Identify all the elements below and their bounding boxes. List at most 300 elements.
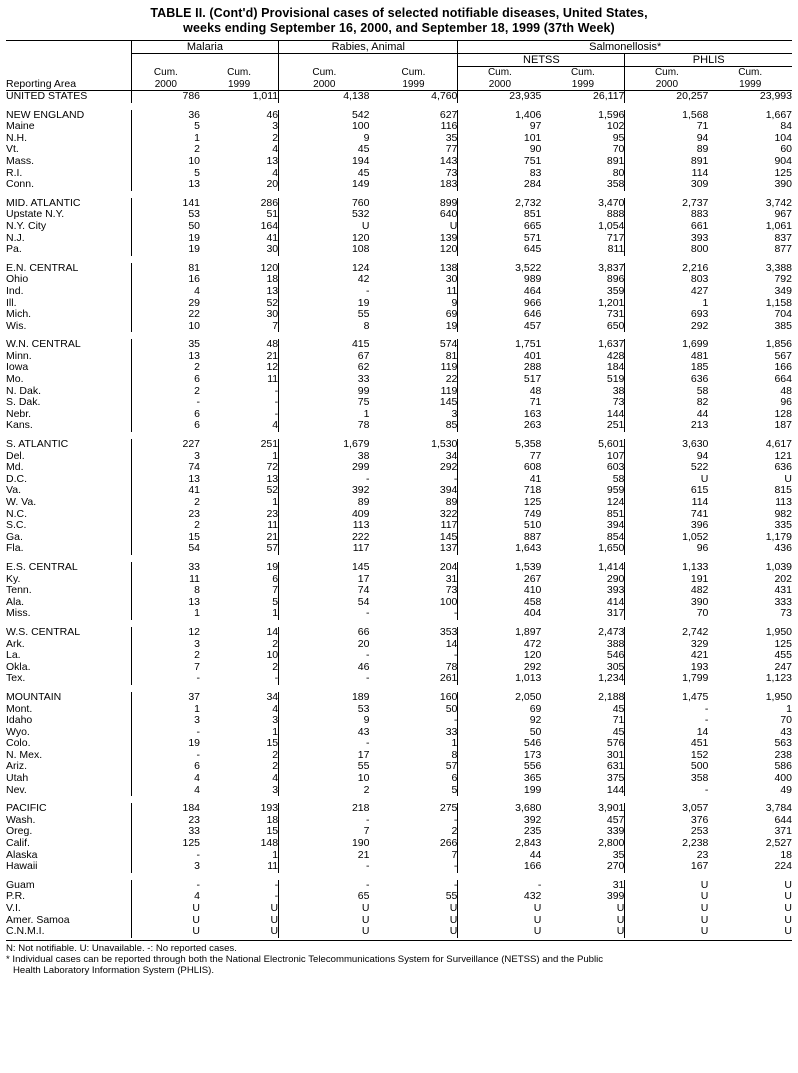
col-header-netss-2000-cum: Cum.: [458, 67, 542, 79]
data-cell: -: [453, 607, 458, 620]
data-cell: U: [625, 926, 709, 938]
data-cell: 75: [279, 397, 370, 409]
data-cell: 34: [445, 449, 458, 462]
reporting-area-cell: Maine: [6, 120, 35, 133]
data-cell: 13: [131, 474, 200, 486]
table-row: [6, 662, 792, 674]
reporting-area-cell: S. Dak.: [6, 396, 41, 409]
reporting-area-cell: Mo.: [6, 373, 24, 386]
reporting-area-cell: PACIFIC: [6, 802, 47, 815]
data-cell: -: [453, 878, 458, 891]
data-cell: 119: [440, 384, 458, 397]
data-cell: 23: [131, 509, 200, 521]
data-cell: -: [131, 880, 200, 892]
reporting-area-cell: Wash.: [6, 813, 36, 826]
table-row: [6, 497, 792, 509]
data-cell: 102: [606, 120, 625, 133]
data-cell: 145: [439, 530, 458, 543]
data-cell: 4: [131, 785, 200, 797]
table-header: [6, 41, 792, 91]
data-cell: 376: [625, 815, 709, 827]
data-cell: 48: [266, 338, 279, 351]
data-cell: 70: [780, 714, 792, 727]
data-cell: 1,052: [625, 532, 709, 544]
data-cell: 18: [780, 848, 792, 861]
data-cell: 1,054: [598, 219, 625, 232]
data-cell: 481: [625, 351, 709, 363]
spacer-cell: [6, 620, 792, 627]
data-cell: 22: [445, 373, 458, 386]
data-cell: 11: [267, 519, 279, 532]
reporting-area-cell: Miss.: [6, 607, 31, 620]
table-row: [6, 704, 792, 716]
data-cell: 31: [445, 572, 458, 585]
reporting-area-cell: Wis.: [6, 319, 27, 332]
data-cell: 5,358: [458, 439, 542, 451]
reporting-area-cell: E.S. CENTRAL: [6, 560, 78, 573]
data-cell: 128: [774, 407, 792, 420]
data-cell: -: [274, 890, 279, 903]
header-subgroup-row: [6, 54, 792, 67]
data-cell: 1,667: [765, 108, 792, 121]
data-cell: 322: [439, 507, 458, 520]
data-cell: 184: [131, 803, 200, 815]
data-cell: U: [616, 913, 625, 926]
data-cell: 18: [266, 273, 279, 286]
table-row: [6, 286, 792, 298]
data-cell: U: [279, 221, 370, 233]
data-cell: 94: [625, 451, 709, 463]
data-cell: -: [625, 704, 709, 716]
data-cell: U: [616, 902, 625, 914]
data-cell: 51: [266, 208, 279, 221]
data-cell: 1,643: [458, 543, 542, 555]
data-cell: 94: [625, 133, 709, 145]
data-cell: 114: [625, 497, 709, 509]
table-row-spacer: [6, 103, 792, 110]
table-row: [6, 274, 792, 286]
col-header-malaria-2000-year: 2000: [131, 78, 200, 91]
table-row: [6, 168, 792, 180]
data-cell: 202: [774, 572, 792, 585]
table-row: [6, 520, 792, 532]
data-cell: 2,050: [458, 692, 542, 704]
data-cell: 52: [266, 484, 279, 497]
data-cell: 718: [458, 485, 542, 497]
data-cell: 15: [131, 532, 200, 544]
data-cell: 97: [458, 121, 542, 133]
table-row: [6, 110, 792, 122]
data-cell: 1,679: [279, 439, 370, 451]
data-cell: 3: [131, 861, 200, 873]
data-cell: 532: [279, 209, 370, 221]
data-cell: 989: [458, 274, 542, 286]
data-cell: 388: [606, 637, 625, 650]
spacer-cell: [6, 685, 792, 692]
table-row: [6, 803, 792, 815]
data-cell: 608: [458, 462, 542, 474]
data-cell: 563: [774, 737, 792, 750]
data-cell: 385: [774, 319, 792, 332]
data-cell: 10: [266, 649, 279, 662]
data-cell: 571: [458, 233, 542, 245]
data-cell: -: [279, 608, 370, 620]
page-title-line-2: weeks ending September 16, 2000, and September 18, 1999 (37th Week): [183, 21, 615, 35]
data-cell: 646: [458, 309, 542, 321]
data-cell: 2,800: [598, 837, 625, 850]
data-cell: 21: [266, 530, 279, 543]
data-cell: 35: [131, 339, 200, 351]
spacer-cell: [6, 555, 792, 562]
col-header-phlis-2000-year: 2000: [625, 78, 709, 91]
reporting-area-cell: W.S. CENTRAL: [6, 625, 81, 638]
reporting-area-cell: D.C.: [6, 472, 27, 485]
data-cell: -: [279, 286, 370, 298]
reporting-area-cell: Mont.: [6, 702, 33, 715]
table-row: [6, 543, 792, 555]
data-cell: 85: [445, 419, 458, 432]
reporting-area-cell: Ala.: [6, 595, 25, 608]
data-cell: 1,406: [458, 110, 542, 122]
data-cell: 13: [131, 597, 200, 609]
data-cell: 92: [458, 715, 542, 727]
data-cell: 83: [458, 168, 542, 180]
data-cell: 125: [131, 838, 200, 850]
data-cell: 3: [131, 451, 200, 463]
data-cell: 392: [279, 485, 370, 497]
data-cell: 9: [279, 133, 370, 145]
data-cell: 353: [439, 625, 458, 638]
data-cell: 82: [625, 397, 709, 409]
data-cell: 29: [131, 298, 200, 310]
data-cell: 145: [279, 562, 370, 574]
data-cell: 73: [445, 584, 458, 597]
data-cell: 4: [272, 166, 279, 179]
data-cell: 661: [625, 221, 709, 233]
data-cell: 58: [625, 386, 709, 398]
data-cell: 21: [266, 349, 279, 362]
data-cell: 235: [458, 826, 542, 838]
data-cell: 149: [279, 179, 370, 191]
data-cell: 1,039: [765, 560, 792, 573]
data-cell: 2: [272, 760, 279, 773]
data-cell: 104: [774, 131, 792, 144]
data-cell: 19: [131, 244, 200, 256]
data-cell: 7: [451, 848, 458, 861]
data-cell: 650: [606, 319, 625, 332]
data-cell: U: [270, 902, 279, 914]
data-cell: 2: [131, 520, 200, 532]
data-cell: 751: [458, 156, 542, 168]
data-cell: 396: [625, 520, 709, 532]
data-cell: 251: [606, 419, 625, 432]
data-cell: 222: [279, 532, 370, 544]
table-row: [6, 761, 792, 773]
data-cell: 636: [774, 461, 792, 474]
reporting-area-cell: C.N.M.I.: [6, 925, 45, 938]
data-cell: 55: [445, 890, 458, 903]
col-header-phlis-1999-year: 1999: [739, 79, 762, 90]
data-cell: 270: [606, 860, 625, 873]
header-blank-3: [6, 67, 131, 79]
data-cell: 74: [279, 585, 370, 597]
col-header-malaria-2000-cum: Cum.: [131, 67, 200, 79]
data-cell: 4: [272, 143, 279, 156]
data-cell: 510: [458, 520, 542, 532]
data-cell: 46: [266, 108, 279, 121]
data-cell: 11: [446, 284, 458, 297]
data-cell: 1,950: [765, 625, 792, 638]
data-cell: 2,527: [765, 837, 792, 850]
table-row: [6, 362, 792, 374]
data-cell: 23: [131, 815, 200, 827]
data-cell: 191: [625, 574, 709, 586]
table-row: [6, 485, 792, 497]
data-cell: 3,388: [765, 261, 792, 274]
data-cell: 89: [445, 496, 458, 508]
data-cell: 6: [131, 374, 200, 386]
data-cell: 57: [266, 542, 279, 555]
data-cell: 959: [606, 484, 625, 497]
data-cell: -: [274, 878, 279, 891]
data-cell: 428: [606, 349, 625, 362]
data-cell: 30: [445, 273, 458, 286]
data-cell: 160: [439, 690, 458, 703]
spacer-cell: [6, 873, 792, 880]
data-cell: 33: [279, 374, 370, 386]
data-cell: 33: [131, 826, 200, 838]
data-cell: 11: [267, 373, 279, 386]
data-cell: 45: [279, 168, 370, 180]
data-cell: 81: [131, 263, 200, 275]
data-cell: 77: [445, 143, 458, 156]
notifiable-diseases-table: [6, 40, 792, 938]
reporting-area-cell: Nev.: [6, 783, 27, 796]
table-row: [6, 639, 792, 651]
reporting-area-cell: Hawaii: [6, 860, 38, 873]
data-cell: 18: [266, 813, 279, 826]
table-row: [6, 532, 792, 544]
footnote-legend: N: Not notifiable. U: Unavailable. -: No reported cases.: [6, 942, 237, 954]
data-cell: 6: [272, 572, 279, 585]
data-cell: U: [131, 915, 200, 927]
data-cell: 5: [131, 121, 200, 133]
table-row: [6, 451, 792, 463]
data-cell: -: [274, 396, 279, 409]
data-cell: 482: [625, 585, 709, 597]
header-corner-blank: [6, 41, 131, 54]
data-cell: 183: [439, 178, 458, 191]
data-cell: 2: [272, 748, 279, 761]
data-cell: 615: [625, 485, 709, 497]
data-cell: 1,539: [458, 562, 542, 574]
data-cell: 43: [279, 727, 370, 739]
header-column-row-1: [6, 67, 792, 79]
data-cell: 45: [612, 702, 625, 715]
table-row-spacer: [6, 796, 792, 803]
data-cell: 4: [131, 773, 200, 785]
data-cell: 576: [606, 737, 625, 750]
table-row: [6, 298, 792, 310]
data-cell: 786: [131, 91, 200, 103]
data-cell: 13: [266, 472, 279, 485]
data-cell: 120: [439, 243, 458, 256]
data-cell: 415: [279, 339, 370, 351]
data-cell: 193: [260, 802, 279, 815]
table-row: [6, 474, 792, 486]
data-cell: 141: [131, 198, 200, 210]
data-cell: 1: [272, 725, 279, 738]
data-cell: 299: [279, 462, 370, 474]
data-cell: 12: [131, 627, 200, 639]
table-row: [6, 321, 792, 333]
col-header-phlis-2000-cum: Cum.: [625, 67, 709, 79]
data-cell: 71: [625, 121, 709, 133]
data-cell: 432: [458, 891, 542, 903]
data-cell: 58: [612, 472, 625, 485]
data-cell: 4: [131, 891, 200, 903]
data-cell: 41: [266, 231, 279, 244]
data-cell: 14: [266, 625, 279, 638]
data-cell: 645: [458, 244, 542, 256]
data-cell: 19: [131, 233, 200, 245]
data-cell: 145: [439, 396, 458, 409]
data-cell: 401: [458, 351, 542, 363]
data-cell: 218: [279, 803, 370, 815]
data-cell: 117: [279, 543, 370, 555]
table-row-spacer: [6, 555, 792, 562]
data-cell: U: [458, 926, 542, 938]
header-group-row: [6, 41, 792, 54]
reporting-area-cell: N. Dak.: [6, 384, 42, 397]
data-cell: 48: [780, 384, 792, 397]
spacer-cell: [6, 191, 792, 198]
data-cell: 891: [606, 154, 625, 167]
data-cell: 9: [451, 296, 458, 309]
table-row: [6, 374, 792, 386]
data-cell: 33: [131, 562, 200, 574]
data-cell: 586: [774, 760, 792, 773]
data-cell: 888: [606, 208, 625, 221]
data-cell: 22: [131, 309, 200, 321]
data-cell: 148: [260, 837, 279, 850]
data-cell: 1,179: [765, 530, 792, 543]
data-cell: -: [279, 861, 370, 873]
data-cell: 339: [606, 825, 625, 838]
data-cell: 143: [439, 154, 458, 167]
data-cell: 3,742: [765, 196, 792, 209]
reporting-area-cell: Colo.: [6, 737, 31, 750]
table-row: [6, 727, 792, 739]
data-cell: U: [625, 474, 709, 486]
data-cell: 113: [775, 496, 792, 508]
reporting-area-cell: R.I.: [6, 166, 23, 179]
table-row: [6, 673, 792, 685]
data-cell: 2,737: [625, 198, 709, 210]
data-cell: 251: [260, 438, 279, 451]
data-cell: 69: [458, 704, 542, 716]
data-cell: 358: [625, 773, 709, 785]
table-row-spacer: [6, 685, 792, 692]
table-row: [6, 891, 792, 903]
data-cell: 451: [625, 738, 709, 750]
data-cell: 6: [131, 409, 200, 421]
reporting-area-cell: W. Va.: [6, 496, 37, 508]
data-cell: 603: [606, 461, 625, 474]
data-cell: 20: [279, 639, 370, 651]
data-cell: 390: [774, 178, 792, 191]
data-cell: 41: [458, 474, 542, 486]
data-cell: U: [270, 925, 279, 938]
reporting-area-cell: Idaho: [6, 714, 33, 727]
data-cell: 5,601: [598, 438, 625, 451]
table-row: [6, 156, 792, 168]
reporting-area-cell: Oreg.: [6, 825, 33, 838]
data-cell: 23,993: [759, 90, 792, 102]
data-cell: 1,158: [765, 296, 792, 309]
col-header-netss-1999-year: 1999: [571, 79, 595, 90]
data-cell: 1,897: [458, 627, 542, 639]
data-cell: 904: [774, 154, 792, 167]
data-cell: 292: [439, 461, 458, 474]
table-row: [6, 773, 792, 785]
data-cell: 247: [774, 660, 792, 673]
data-cell: 1: [786, 702, 792, 715]
data-cell: 267: [458, 574, 542, 586]
data-cell: 393: [606, 584, 625, 597]
data-cell: -: [274, 407, 279, 420]
data-cell: 2,843: [458, 838, 542, 850]
data-cell: 42: [279, 274, 370, 286]
data-cell: 95: [612, 131, 625, 144]
table-row-spacer: [6, 191, 792, 198]
group-header-rabies-animal: Rabies, Animal: [279, 41, 458, 54]
data-cell: 3,901: [598, 802, 625, 815]
data-cell: 567: [774, 349, 792, 362]
table-row: [6, 209, 792, 221]
data-cell: 3,470: [598, 196, 625, 209]
data-cell: 883: [625, 209, 709, 221]
reporting-area-cell: Ind.: [6, 284, 24, 297]
data-cell: 3: [451, 407, 458, 420]
data-cell: U: [784, 913, 792, 926]
data-cell: 34: [266, 690, 279, 703]
data-cell: 13: [131, 351, 200, 363]
col-header-rabies-1999-cum: Cum.: [401, 67, 426, 78]
data-cell: 21: [279, 850, 370, 862]
data-cell: 400: [774, 772, 792, 785]
table-row: [6, 692, 792, 704]
data-cell: 50: [131, 221, 200, 233]
data-cell: 1: [131, 704, 200, 716]
data-cell: U: [616, 925, 625, 938]
data-cell: 2: [131, 386, 200, 398]
data-cell: 48: [458, 386, 542, 398]
data-cell: 166: [458, 861, 542, 873]
data-cell: 46: [279, 662, 370, 674]
data-cell: 390: [625, 597, 709, 609]
data-cell: 464: [458, 286, 542, 298]
table-row: [6, 608, 792, 620]
col-header-rabies-1999-year: 1999: [402, 79, 425, 90]
data-cell: 290: [606, 572, 625, 585]
data-cell: 49: [780, 783, 792, 796]
table-row: [6, 233, 792, 245]
data-cell: -: [453, 860, 458, 873]
data-cell: 113: [279, 520, 370, 532]
group-header-salmonellosis: Salmonellosis*: [458, 41, 792, 54]
data-cell: 23: [266, 507, 279, 520]
